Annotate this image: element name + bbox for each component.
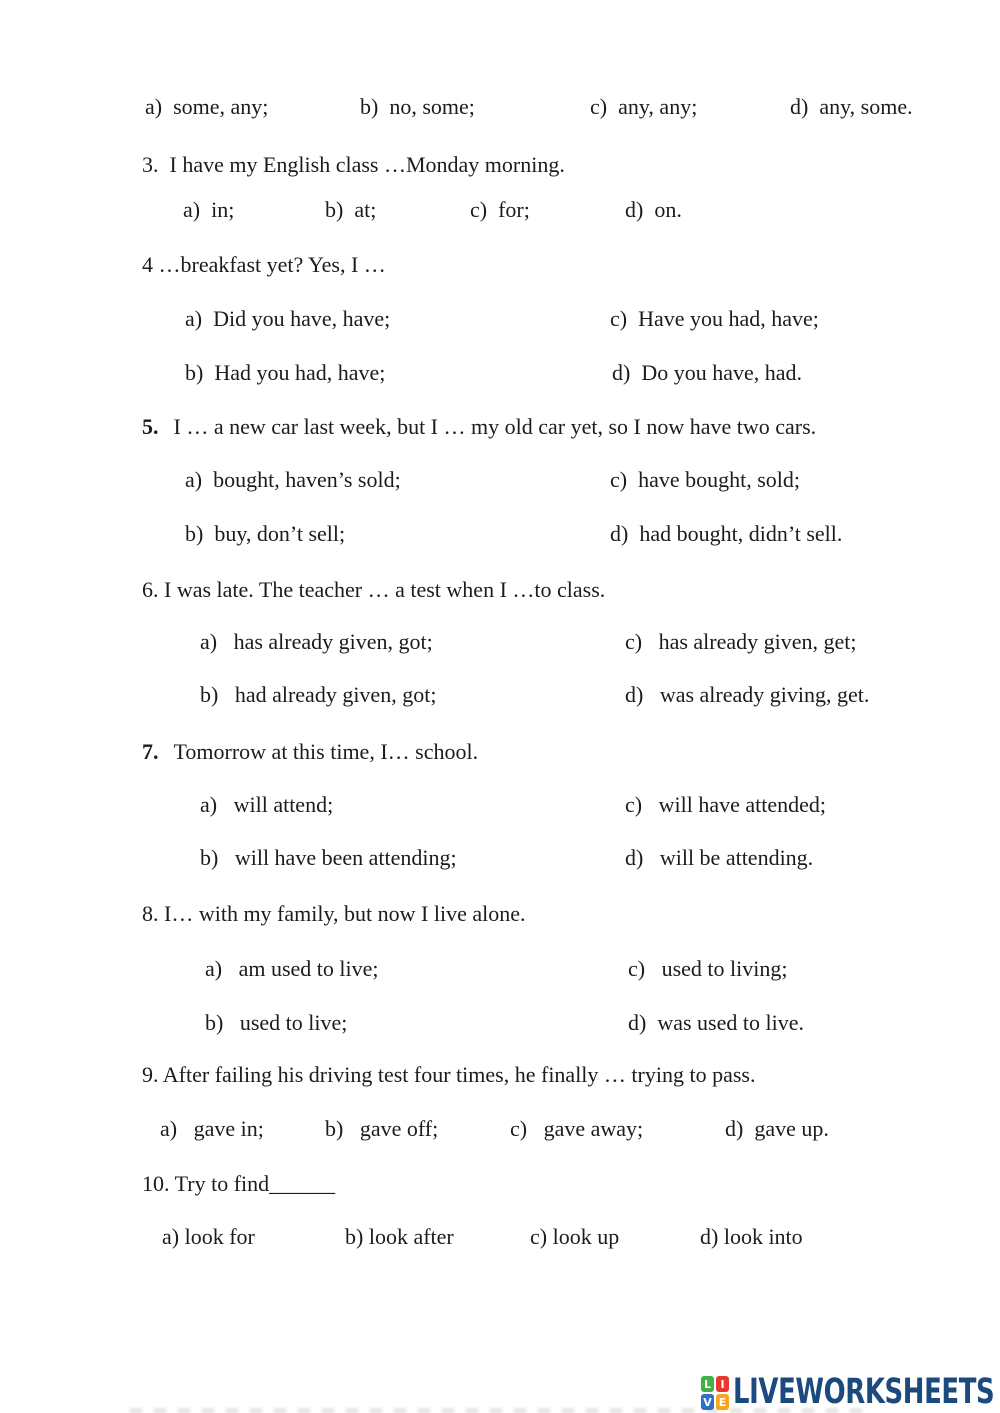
question-8-option-b[interactable]: b) used to live; xyxy=(205,1010,348,1035)
question-5-number: 5. xyxy=(142,414,159,439)
question-6-stem: 6. I was late. The teacher … a test when I …to class. xyxy=(142,577,606,602)
question-2-option-a[interactable]: a) some, any; xyxy=(145,94,269,119)
question-8-option-d[interactable]: d) was used to live. xyxy=(628,1010,804,1035)
question-10-options-row xyxy=(0,1224,1000,1380)
cutoff-text-line xyxy=(130,1408,870,1413)
question-3-stem: 3. I have my English class …Monday morning. xyxy=(142,152,565,177)
question-7-option-b[interactable]: b) will have been attending; xyxy=(200,845,457,870)
question-4-option-d[interactable]: d) Do you have, had. xyxy=(612,360,803,385)
question-7-stem-text: Tomorrow at this time, I… school. xyxy=(173,739,479,764)
question-6-option-a[interactable]: a) has already given, got; xyxy=(200,629,433,654)
question-9-stem: 9. After failing his driving test four times, he finally … trying to pass. xyxy=(142,1062,756,1087)
question-3-option-a[interactable]: a) in; xyxy=(183,197,235,222)
question-7-option-c[interactable]: c) will have attended; xyxy=(625,792,826,817)
question-7-stem xyxy=(142,739,478,765)
question-3-option-d[interactable]: d) on. xyxy=(625,197,682,222)
question-4-stem: 4 …breakfast yet? Yes, I … xyxy=(142,252,386,277)
liveworksheets-icon xyxy=(701,1376,729,1410)
question-9-option-d[interactable]: d) gave up. xyxy=(725,1116,829,1141)
question-7-number: 7. xyxy=(142,739,159,764)
question-4-option-b[interactable]: b) Had you had, have; xyxy=(185,360,386,385)
question-10-stem: 10. Try to find______ xyxy=(142,1171,336,1196)
question-10-option-b[interactable]: b) look after xyxy=(345,1224,454,1249)
logo-square-v: V xyxy=(701,1394,714,1410)
question-10-option-a[interactable]: a) look for xyxy=(162,1224,255,1249)
question-8-option-c[interactable]: c) used to living; xyxy=(628,956,788,981)
question-6-option-c[interactable]: c) has already given, get; xyxy=(625,629,857,654)
logo-square-e: E xyxy=(716,1394,729,1410)
question-8-option-a[interactable]: a) am used to live; xyxy=(205,956,379,981)
question-6-option-d[interactable]: d) was already giving, get. xyxy=(625,682,870,707)
question-9-option-a[interactable]: a) gave in; xyxy=(160,1116,264,1141)
question-4-option-c[interactable]: c) Have you had, have; xyxy=(610,306,819,331)
question-2-option-c[interactable]: c) any, any; xyxy=(590,94,698,119)
question-7-option-a[interactable]: a) will attend; xyxy=(200,792,334,817)
question-10-option-d[interactable]: d) look into xyxy=(700,1224,803,1249)
question-5-stem xyxy=(142,414,816,440)
question-3-option-b[interactable]: b) at; xyxy=(325,197,377,222)
question-10-option-c[interactable]: c) look up xyxy=(530,1224,620,1249)
question-2-option-b[interactable]: b) no, some; xyxy=(360,94,475,119)
question-9-option-b[interactable]: b) gave off; xyxy=(325,1116,439,1141)
question-7-option-d[interactable]: d) will be attending. xyxy=(625,845,814,870)
question-8-stem: 8. I… with my family, but now I live alone. xyxy=(142,901,526,926)
question-5-option-b[interactable]: b) buy, don’t sell; xyxy=(185,521,346,546)
question-2-option-d[interactable]: d) any, some. xyxy=(790,94,913,119)
logo-square-i: I xyxy=(716,1376,729,1392)
liveworksheets-wordmark: LIVEWORKSHEETS xyxy=(733,1372,995,1412)
question-5-option-a[interactable]: a) bought, haven’s sold; xyxy=(185,467,401,492)
logo-square-l: L xyxy=(701,1376,714,1392)
question-5-option-d[interactable]: d) had bought, didn’t sell. xyxy=(610,521,843,546)
question-3-option-c[interactable]: c) for; xyxy=(470,197,530,222)
question-6-option-b[interactable]: b) had already given, got; xyxy=(200,682,437,707)
question-5-option-c[interactable]: c) have bought, sold; xyxy=(610,467,801,492)
question-4-option-a[interactable]: a) Did you have, have; xyxy=(185,306,391,331)
question-9-option-c[interactable]: c) gave away; xyxy=(510,1116,644,1141)
question-5-stem-text: I … a new car last week, but I … my old car yet, so I now have two cars. xyxy=(173,414,817,439)
